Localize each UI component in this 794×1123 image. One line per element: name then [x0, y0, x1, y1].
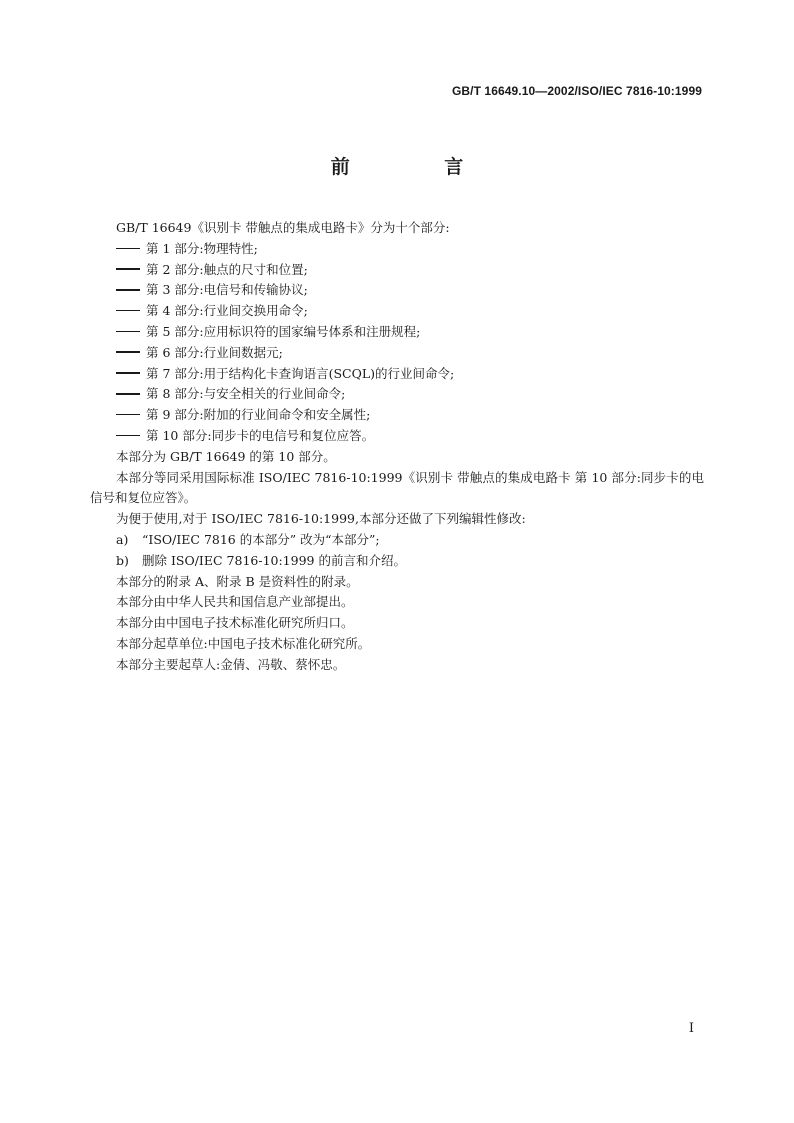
intro-paragraph: GB/T 16649《识别卡 带触点的集成电路卡》分为十个部分: [116, 220, 450, 235]
centralized-statement: 本部分由中国电子技术标准化研究所归口。 [116, 615, 354, 631]
part-list-item [90, 343, 704, 364]
part-list-item [90, 405, 704, 426]
page-title: 前 言 [330, 156, 508, 178]
foreword-body [90, 218, 704, 676]
part-list-item [90, 260, 704, 281]
drafters-statement: 本部分主要起草人:金倩、冯敬、蔡怀忠。 [116, 656, 346, 672]
part-text: 第 2 部分:触点的尺寸和位置; [146, 261, 308, 277]
part-list-item [90, 426, 704, 447]
equivalence-statement: 本部分等同采用国际标准 ISO/IEC 7816-10:1999《识别卡 带触点的集成电路卡 第 10 部分:同步卡的电信号和复位应答》。 [90, 469, 704, 506]
part-list-item [90, 301, 704, 322]
dash-mark [116, 310, 140, 312]
part-list-item [90, 239, 704, 260]
dash-mark [116, 393, 140, 395]
part-text: 第 10 部分:同步卡的电信号和复位应答。 [146, 427, 375, 443]
proposer-statement: 本部分由中华人民共和国信息产业部提出。 [116, 594, 354, 610]
dash-mark [116, 372, 140, 374]
part-list-item [90, 280, 704, 301]
dash-mark [116, 248, 140, 250]
change-text: 删除 ISO/IEC 7816-10:1999 的前言和介绍。 [142, 552, 406, 568]
dash-mark [116, 268, 140, 270]
change-item [90, 551, 704, 572]
dash-mark [116, 331, 140, 333]
part-text: 第 6 部分:行业间数据元; [146, 344, 283, 360]
part-list-item [90, 322, 704, 343]
part-list-item [90, 384, 704, 405]
dash-mark [116, 435, 140, 437]
annex-statement: 本部分的附录 A、附录 B 是资料性的附录。 [116, 573, 359, 589]
part-text: 第 4 部分:行业间交换用命令; [146, 303, 308, 319]
part-text: 第 3 部分:电信号和传输协议; [146, 282, 308, 298]
change-item [90, 530, 704, 551]
part-text: 第 5 部分:应用标识符的国家编号体系和注册规程; [146, 323, 421, 339]
page-number: I [688, 1021, 694, 1036]
drafting-unit-statement: 本部分起草单位:中国电子技术标准化研究所。 [116, 635, 371, 651]
standard-code-header: GB/T 16649.10—2002/ISO/IEC 7816-10:1999 [451, 84, 702, 98]
part-list-item [90, 364, 704, 385]
part-text: 第 1 部分:物理特性; [146, 240, 258, 256]
dash-mark [116, 351, 140, 353]
part-text: 第 7 部分:用于结构化卡查询语言(SCQL)的行业间命令; [146, 365, 455, 381]
part-statement: 本部分为 GB/T 16649 的第 10 部分。 [116, 448, 336, 464]
part-text: 第 9 部分:附加的行业间命令和安全属性; [146, 407, 371, 423]
part-text: 第 8 部分:与安全相关的行业间命令; [146, 386, 346, 402]
change-mark: a) [116, 531, 129, 547]
change-mark: b) [116, 552, 129, 568]
dash-mark [116, 289, 140, 291]
dash-mark [116, 414, 140, 416]
change-text: “ISO/IEC 7816 的本部分” 改为“本部分”; [142, 531, 380, 547]
changes-statement: 为便于使用,对于 ISO/IEC 7816-10:1999,本部分还做了下列编辑性修改: [116, 511, 526, 527]
